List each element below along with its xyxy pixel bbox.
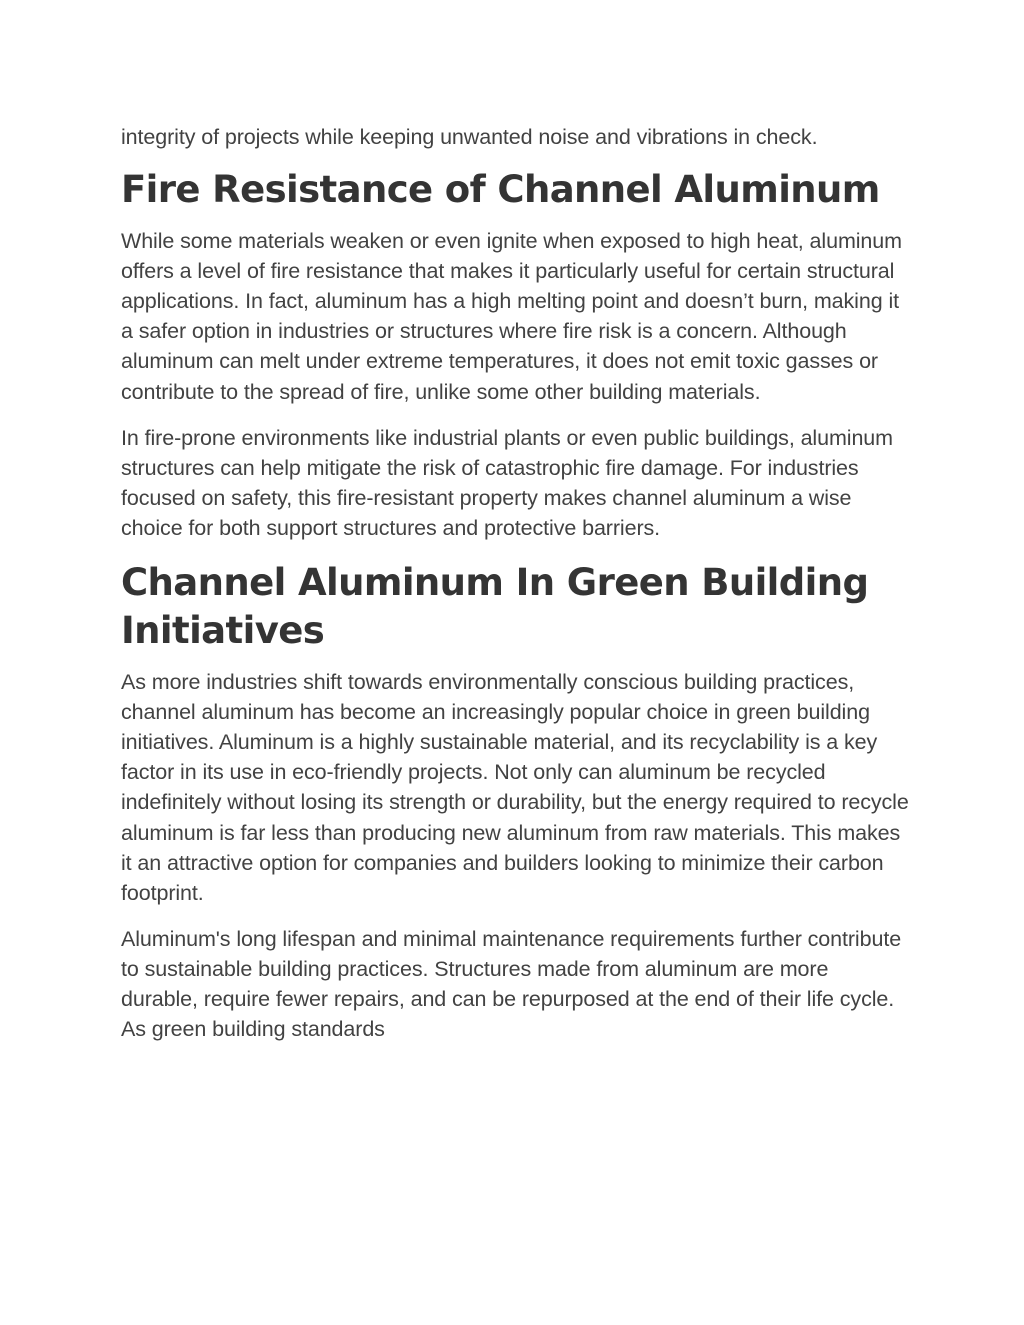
section-fire-resistance <box>121 166 911 543</box>
section-green-building <box>121 559 911 1044</box>
paragraph: In fire-prone environments like industrial plants or even public buildings, aluminum structures can help mitigate the risk of catastrophic fire damage. For industries focused on safety, this fire-resistant property makes channel aluminum a wise choice for both support structures and protective barriers. <box>121 425 893 540</box>
paragraph: Aluminum's long lifespan and minimal maintenance requirements further contribute to sustainable building practices. Structures made from aluminum are more durable, require fewer repairs, and can be repurposed at the end of their life cycle. As green building standards <box>121 926 902 1042</box>
intro-paragraph: integrity of projects while keeping unwanted noise and vibrations in check. <box>121 125 818 149</box>
section-heading-green-building: Channel Aluminum In Green Building Initiatives <box>121 561 869 653</box>
section-heading-fire-resistance: Fire Resistance of Channel Aluminum <box>121 168 880 212</box>
document-page <box>121 122 911 1060</box>
paragraph: As more industries shift towards environmentally conscious building practices, channel aluminum has become an increasingly popular choice in green building initiatives. Aluminum is a highly sustainable material, and its recyclability is a key factor in its use in eco-friendly projects. Not only can aluminum be recycled indefinitely without losing its strength or durability, but the energy required to recycle aluminum is far less than producing new aluminum from raw materials. This makes it an attractive option for companies and builders looking to minimize their carbon footprint. <box>121 670 909 905</box>
paragraph: While some materials weaken or even ignite when exposed to high heat, aluminum offers a level of fire resistance that makes it particularly useful for certain structural applications. In fact, aluminum has a high melting point and doesn’t burn, making it a safer option in industries or structures where fire risk is a concern. Although aluminum can melt under extreme temperatures, it does not emit toxic gasses or contribute to the spread of fire, unlike some other building materials. <box>121 229 902 404</box>
